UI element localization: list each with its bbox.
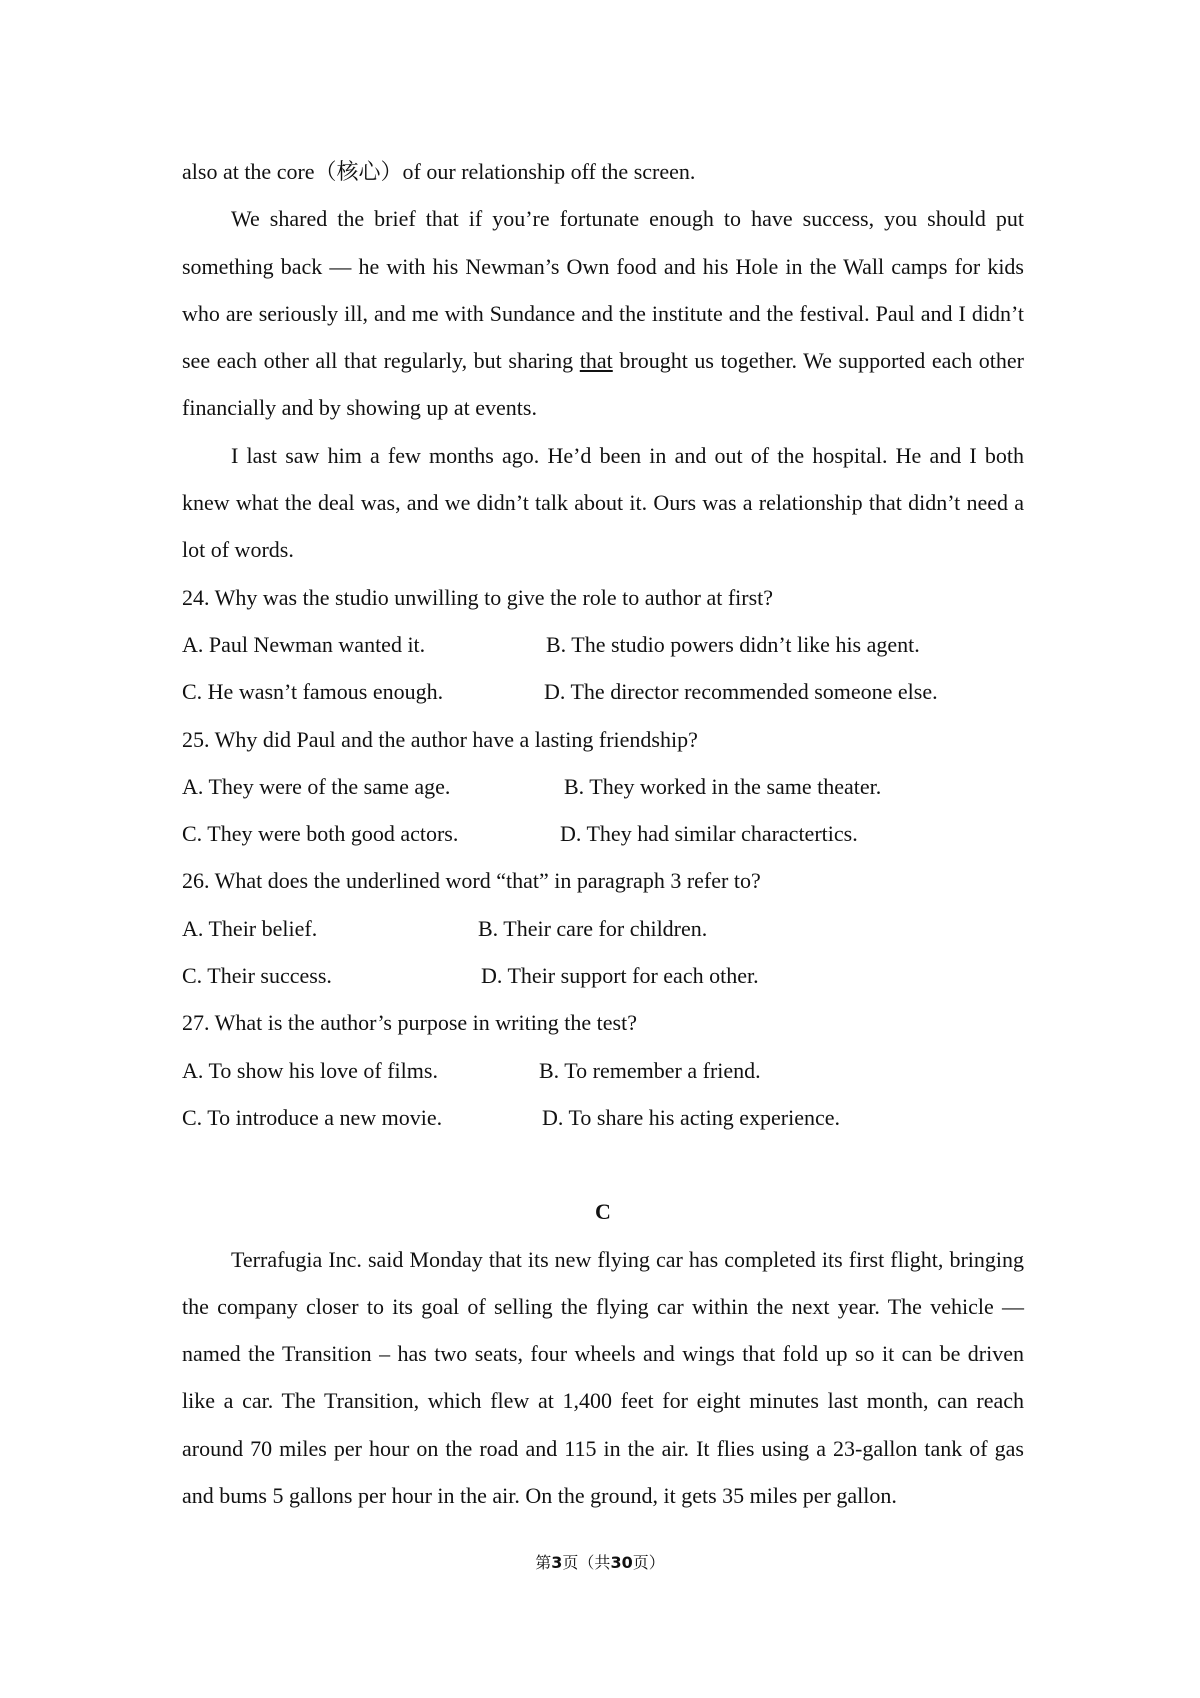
paragraph-3-text-before: We shared the brief that if you’re fortunate enough to have success, you should put something back — he with his Newman’s Own food and his Hole in the Wall camps for kids who are seriously ill, and me with Sundance and the institute and the festival. Paul and I didn’t see each other all that regularly, but sharing [182, 206, 1024, 374]
paragraph-3-text-after: brought us together. We supported each other financially and by showing up at events. [182, 348, 1025, 421]
footer-total-pages: 30 [610, 1553, 633, 1572]
question-26-stem: 26. What does the underlined word “that” in paragraph 3 refer to? [182, 868, 761, 894]
question-27-option-b: B. To remember a friend. [539, 1057, 761, 1083]
question-26-option-a: A. Their belief. [182, 915, 318, 941]
question-27-option-a: A. To show his love of films. [182, 1057, 438, 1083]
question-27-options-row-2 [182, 1094, 1024, 1141]
question-25-stem: 25. Why did Paul and the author have a lasting friendship? [182, 726, 698, 752]
underlined-word-that: that [579, 348, 613, 374]
question-27-option-d: D. To share his acting experience. [542, 1104, 840, 1130]
section-heading-c: C [595, 1199, 611, 1225]
question-24-option-d: D. The director recommended someone else. [544, 679, 938, 705]
question-25-option-d: D. They had similar charactertics. [560, 821, 858, 847]
question-26-options-row-1 [182, 905, 1024, 952]
question-26-option-c: C. Their success. [182, 963, 332, 989]
question-25-options-row-2 [182, 810, 1024, 857]
footer-page-number: 3 [551, 1553, 563, 1572]
paragraph-continuation: also at the core（核心）of our relationship off the screen. [182, 159, 696, 184]
question-24-option-a: A. Paul Newman wanted it. [182, 631, 426, 657]
question-25-options-row-1 [182, 763, 1024, 810]
question-24-option-b: B. The studio powers didn’t like his agent. [546, 631, 920, 657]
question-27-option-c: C. To introduce a new movie. [182, 1104, 443, 1130]
question-25-option-b: B. They worked in the same theater. [564, 773, 882, 799]
page-content [182, 148, 1024, 1519]
paragraph-4: I last saw him a few months ago. He’d been in and out of the hospital. He and I both knew what the deal was, and we didn’t talk about it. Ours was a relationship that didn’t need a lot of words. [182, 442, 1024, 563]
question-24-stem: 24. Why was the studio unwilling to give the role to author at first? [182, 584, 774, 610]
page-footer [0, 1550, 1200, 1573]
passage-c-paragraph-1: Terrafugia Inc. said Monday that its new flying car has completed its first flight, bringing the company closer to its goal of selling the flying car within the next year. The vehicle — named the Transition – has two seats, four wheels and wings that fold up so it can be driven like a car. The Transition, which flew at 1,400 feet for eight minutes last month, can reach around 70 miles per hour on the road and 115 in the air. It flies using a 23-gallon tank of gas and bums 5 gallons per hour in the air. On the ground, it gets 35 miles per gallon. [182, 1246, 1024, 1509]
question-26-option-d: D. Their support for each other. [481, 963, 759, 989]
question-26-option-b: B. Their care for children. [478, 915, 708, 941]
footer-prefix: 第 [535, 1553, 552, 1572]
question-25-option-c: C. They were both good actors. [182, 821, 459, 847]
question-27-options-row-1 [182, 1047, 1024, 1094]
question-24-options-row-1 [182, 621, 1024, 668]
question-27-stem: 27. What is the author’s purpose in writing the test? [182, 1010, 637, 1036]
question-24-option-c: C. He wasn’t famous enough. [182, 679, 444, 705]
footer-middle: 页（共 [562, 1553, 611, 1572]
question-24-options-row-2 [182, 668, 1024, 715]
question-26-options-row-2 [182, 952, 1024, 999]
paragraph-3 [182, 195, 1024, 431]
footer-suffix: 页） [632, 1553, 665, 1572]
question-25-option-a: A. They were of the same age. [182, 773, 451, 799]
